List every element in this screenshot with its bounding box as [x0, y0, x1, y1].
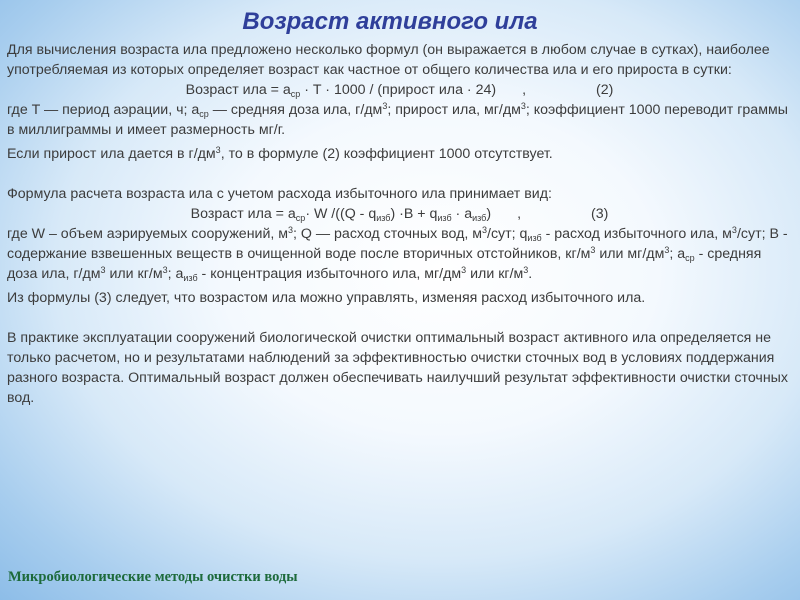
formula-2: Возраст ила = $a_{ср} \cdot T \cdot 1000$ / (прирост ила · 24) , (2) [185, 82, 614, 99]
formula-3-number: (3) [591, 206, 609, 222]
formula-2-note: Если прирост ила дается в $г/дм^3$, то в формуле (2) коэффициент 1000 отсутствует. [7, 145, 553, 162]
formula-3-definitions: где W – объем аэрируемых сооружений, $м^3$; Q — расход сточных вод, $м^3$/сут; $q_{изб}$ - расход избыточного ила, $м^3$/сут; B - содержание взвешенных веществ в очищенной воде после вторичных отстойников, $кг/м^3$ или $мг/дм^3$; $a_{ср}$ - средняя доза ила, $г/дм^3$ или $кг/м^3$; $a_{изб}$ - концентрация избыточного ила, $мг/дм^3$ или $кг/м^3$. [7, 225, 788, 283]
slide-title: Возраст активного ила [242, 8, 538, 35]
formula-3-intro: Формула расчета возраста ила с учетом расхода избыточного ила принимает вид: [7, 186, 552, 202]
practice-paragraph: В практике эксплуатации сооружений биологической очистки оптимальный возраст активного ила определяется не только расчетом, но и результатами наблюдений за эффективностью очистки сточных вод в условиях поддержания разного возраста. Оптимальный возраст должен обеспечивать наилучший результат эффективности очистки сточных вод. [7, 330, 788, 406]
footer-course-title: Микробиологические методы очистки воды [8, 569, 298, 585]
slide-body [7, 40, 792, 408]
formula-2-number: (2) [596, 82, 614, 98]
formula-2-definitions: где T — период аэрации, ч; $a_{ср}$ — средняя доза ила, $г/дм^3$; прирост ила, $мг/дм^3$; коэффициент 1000 переводит граммы в миллиграммы и имеет размерность мг/г. [7, 101, 788, 138]
intro-paragraph: Для вычисления возраста ила предложено несколько формул (он выражается в любом случае в сутках), наиболее употребляемая из которых определяет возраст как частное от общего количества ила и его прироста в сутки: [7, 42, 770, 78]
formula-3: Возраст ила = $a_{ср}\cdot W$ $/((Q - q_{изб}) \cdot B + q_{изб} \cdot a_{изб})$ , (3) [190, 206, 609, 223]
formula-3-conclusion: Из формулы (3) следует, что возрастом ила можно управлять, изменяя расход избыточного ила. [7, 290, 646, 306]
